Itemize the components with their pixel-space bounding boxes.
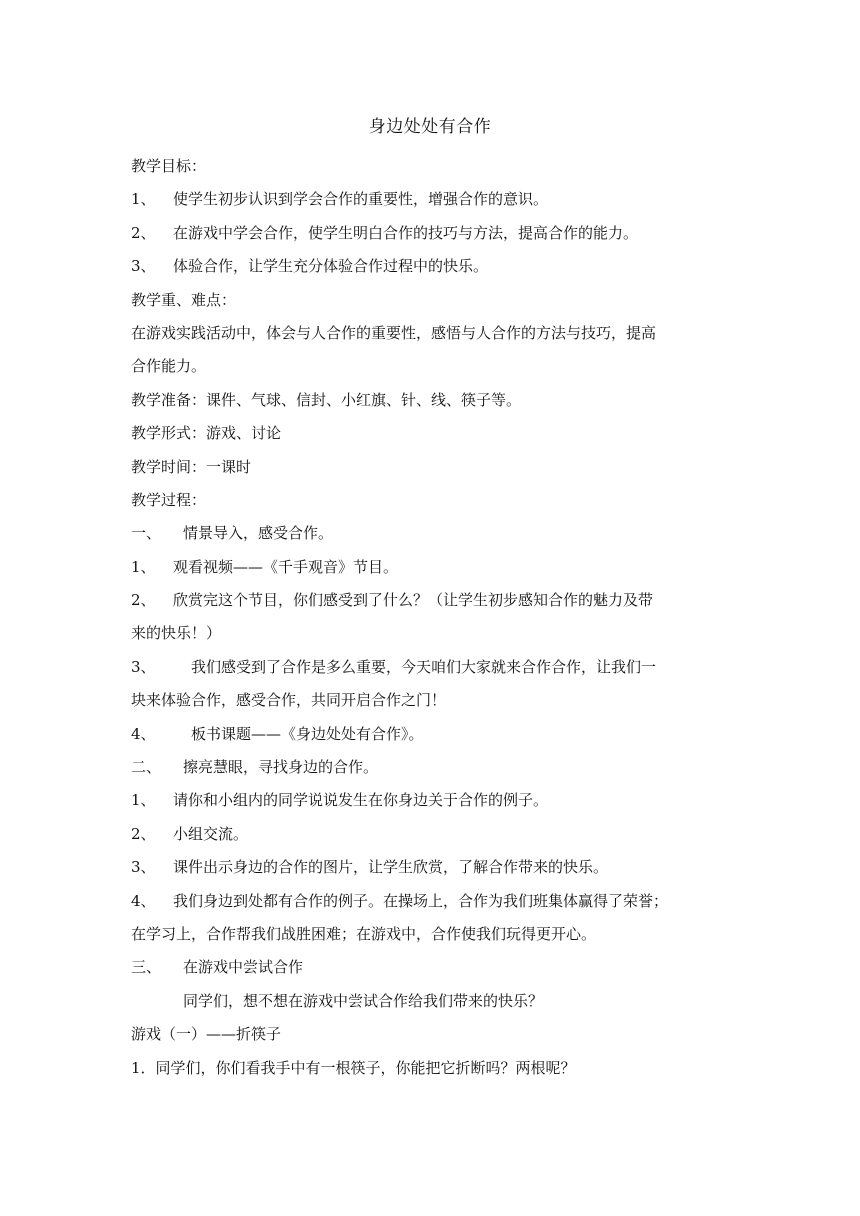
line-text: 观看视频——《千手观音》节目。 <box>173 557 399 576</box>
line-text: 教学过程： <box>131 490 207 509</box>
line-text: 请你和小组内的同学说说发生在你身边关于合作的例子。 <box>173 791 549 810</box>
list-number: 3、 <box>131 657 156 676</box>
objective-item-2 <box>131 217 736 250</box>
list-number: 3、 <box>131 858 156 877</box>
step-continuation <box>131 684 736 717</box>
line-text: 教学形式：游戏、讨论 <box>131 424 282 443</box>
step-item <box>131 851 736 884</box>
part-heading-3 <box>131 951 736 984</box>
document-body <box>131 150 736 1085</box>
time-line <box>131 451 736 484</box>
line-text: 在游戏实践活动中，体会与人合作的重要性，感悟与人合作的方法与技巧，提高 <box>131 323 657 342</box>
line-text: 欣赏完这个节目，你们感受到了什么？（让学生初步感知合作的魅力及带 <box>173 591 654 610</box>
step-continuation <box>131 617 736 650</box>
step-item <box>131 718 736 751</box>
step-item <box>131 784 736 817</box>
line-text: 教学准备：课件、气球、信封、小红旗、针、线、筷子等。 <box>131 390 522 409</box>
line-text: 1．同学们，你们看我手中有一根筷子，你能把它折断吗？两根呢？ <box>131 1058 576 1077</box>
part-heading-1 <box>131 517 736 550</box>
part-heading-2 <box>131 751 736 784</box>
line-text: 我们感受到了合作是多么重要，今天咱们大家就来合作合作，让我们一 <box>191 657 657 676</box>
list-number: 1、 <box>131 557 156 576</box>
paragraph-line <box>131 985 736 1018</box>
line-text: 来的快乐！） <box>131 624 222 643</box>
line-text: 使学生初步认识到学会合作的重要性，增强合作的意识。 <box>173 190 549 209</box>
line-text: 教学时间：一课时 <box>131 457 252 476</box>
step-item <box>131 551 736 584</box>
step-item <box>131 818 736 851</box>
line-text: 块来体验合作，感受合作，共同开启合作之门！ <box>131 691 447 710</box>
line-text: 教学目标： <box>131 157 207 175</box>
line-text: 擦亮慧眼，寻找身边的合作。 <box>183 758 379 777</box>
list-number: 3、 <box>131 257 156 276</box>
line-text: 游戏（一）——折筷子 <box>131 1025 282 1044</box>
paragraph-line <box>131 350 736 383</box>
line-text: 小组交流。 <box>173 824 249 843</box>
line-text: 在游戏中学会合作，使学生明白合作的技巧与方法，提高合作的能力。 <box>173 223 639 242</box>
line-text: 板书课题——《身边处处有合作》。 <box>191 724 424 743</box>
objective-item-3 <box>131 250 736 283</box>
list-number: 4、 <box>131 724 156 743</box>
step-item <box>131 885 736 918</box>
document-title: 身边处处有合作 <box>368 117 492 137</box>
line-text: 情景导入，感受合作。 <box>183 524 334 543</box>
paragraph-line <box>131 317 736 350</box>
line-text: 合作能力。 <box>131 357 207 376</box>
list-number: 2、 <box>131 223 156 242</box>
preparation-line <box>131 384 736 417</box>
line-text: 在游戏中尝试合作 <box>183 958 304 977</box>
game-heading <box>131 1018 736 1051</box>
line-text: 教学重、难点： <box>131 290 237 309</box>
list-number: 三、 <box>131 958 162 977</box>
list-number: 1、 <box>131 190 156 209</box>
list-number: 2、 <box>131 591 156 610</box>
line-text: 同学们，想不想在游戏中尝试合作给我们带来的快乐？ <box>183 991 544 1010</box>
section-heading-objectives <box>131 150 736 183</box>
objective-item-1 <box>131 183 736 216</box>
list-number: 二、 <box>131 758 162 777</box>
line-text: 课件出示身边的合作的图片，让学生欣赏，了解合作带来的快乐。 <box>173 858 609 877</box>
section-heading-process <box>131 484 736 517</box>
list-number: 一、 <box>131 524 162 543</box>
section-heading-key-points <box>131 284 736 317</box>
step-item <box>131 584 736 617</box>
list-number: 1、 <box>131 791 156 810</box>
line-text: 在学习上，合作帮我们战胜困难；在游戏中，合作使我们玩得更开心。 <box>131 924 597 943</box>
step-item <box>131 1052 736 1085</box>
list-number: 2、 <box>131 824 156 843</box>
format-line <box>131 417 736 450</box>
step-continuation <box>131 918 736 951</box>
line-text: 我们身边到处都有合作的例子。在操场上，合作为我们班集体赢得了荣誉； <box>173 891 669 910</box>
line-text: 体验合作，让学生充分体验合作过程中的快乐。 <box>173 257 489 276</box>
step-item <box>131 651 736 684</box>
list-number: 4、 <box>131 891 156 910</box>
